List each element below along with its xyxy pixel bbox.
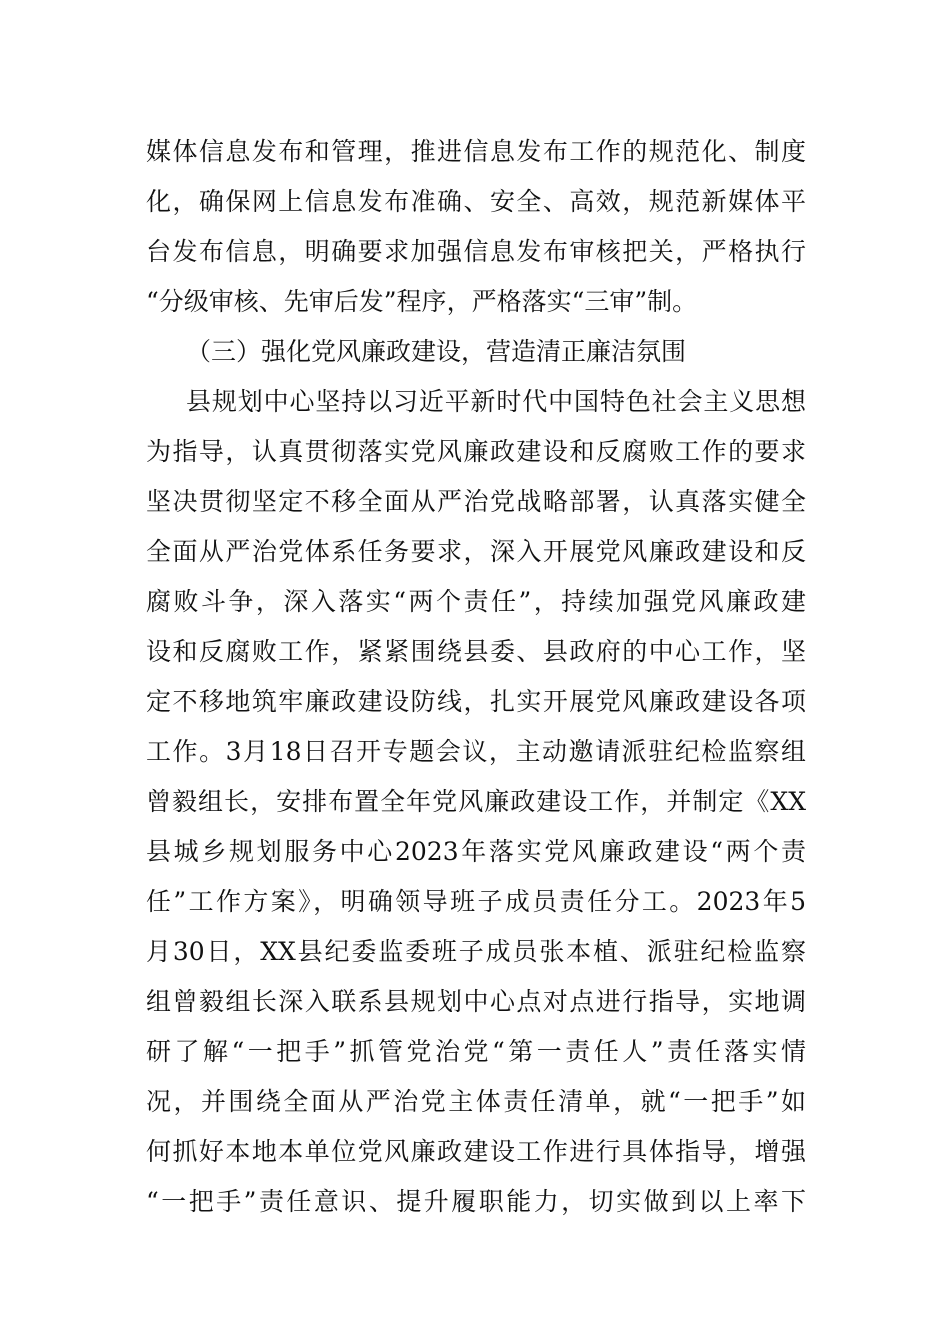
body-text-line: 组曾毅组长深入联系县规划中心点对点进行指导，实地调: [146, 987, 806, 1016]
body-text-line: 坚决贯彻坚定不移全面从严治党战略部署，认真落实健全: [146, 487, 806, 516]
body-text-line: “分级审核、先审后发”程序，严格落实“三审”制。: [146, 287, 698, 316]
body-text-line: 况，并围绕全面从严治党主体责任清单，就“一把手”如: [146, 1087, 806, 1116]
body-text-line: 媒体信息发布和管理，推进信息发布工作的规范化、制度: [146, 137, 806, 166]
body-text-line: 为指导，认真贯彻落实党风廉政建设和反腐败工作的要求: [146, 437, 806, 466]
body-text-line: 定不移地筑牢廉政建设防线，扎实开展党风廉政建设各项: [146, 687, 806, 716]
body-text-line: 设和反腐败工作，紧紧围绕县委、县政府的中心工作，坚: [146, 637, 806, 666]
body-text-line: 县城乡规划服务中心2023年落实党风廉政建设“两个责: [146, 837, 806, 866]
body-text-line: “一把手”责任意识、提升履职能力，切实做到以上率下: [146, 1187, 806, 1216]
body-text-line: 月30日，XX县纪委监委班子成员张本植、派驻纪检监察: [146, 937, 806, 966]
body-text-line: 何抓好本地本单位党风廉政建设工作进行具体指导，增强: [146, 1137, 806, 1166]
body-text-line: 腐败斗争，深入落实“两个责任”，持续加强党风廉政建: [146, 587, 806, 616]
body-text-line: 研了解“一把手”抓管党治党“第一责任人”责任落实情: [146, 1037, 806, 1066]
section-heading: （三）强化党风廉政建设，营造清正廉洁氛围: [186, 337, 687, 366]
body-text-line: 县规划中心坚持以习近平新时代中国特色社会主义思想: [186, 387, 806, 416]
body-text-line: 工作。3月18日召开专题会议，主动邀请派驻纪检监察组: [146, 737, 806, 766]
body-text-line: 任”工作方案》，明确领导班子成员责任分工。2023年5: [146, 887, 806, 916]
body-text-line: 全面从严治党体系任务要求，深入开展党风廉政建设和反: [146, 537, 806, 566]
body-text-line: 化，确保网上信息发布准确、安全、高效，规范新媒体平: [146, 187, 806, 216]
body-text-line: 台发布信息，明确要求加强信息发布审核把关，严格执行: [146, 237, 806, 266]
body-text-line: 曾毅组长，安排布置全年党风廉政建设工作，并制定《XX: [146, 787, 806, 816]
